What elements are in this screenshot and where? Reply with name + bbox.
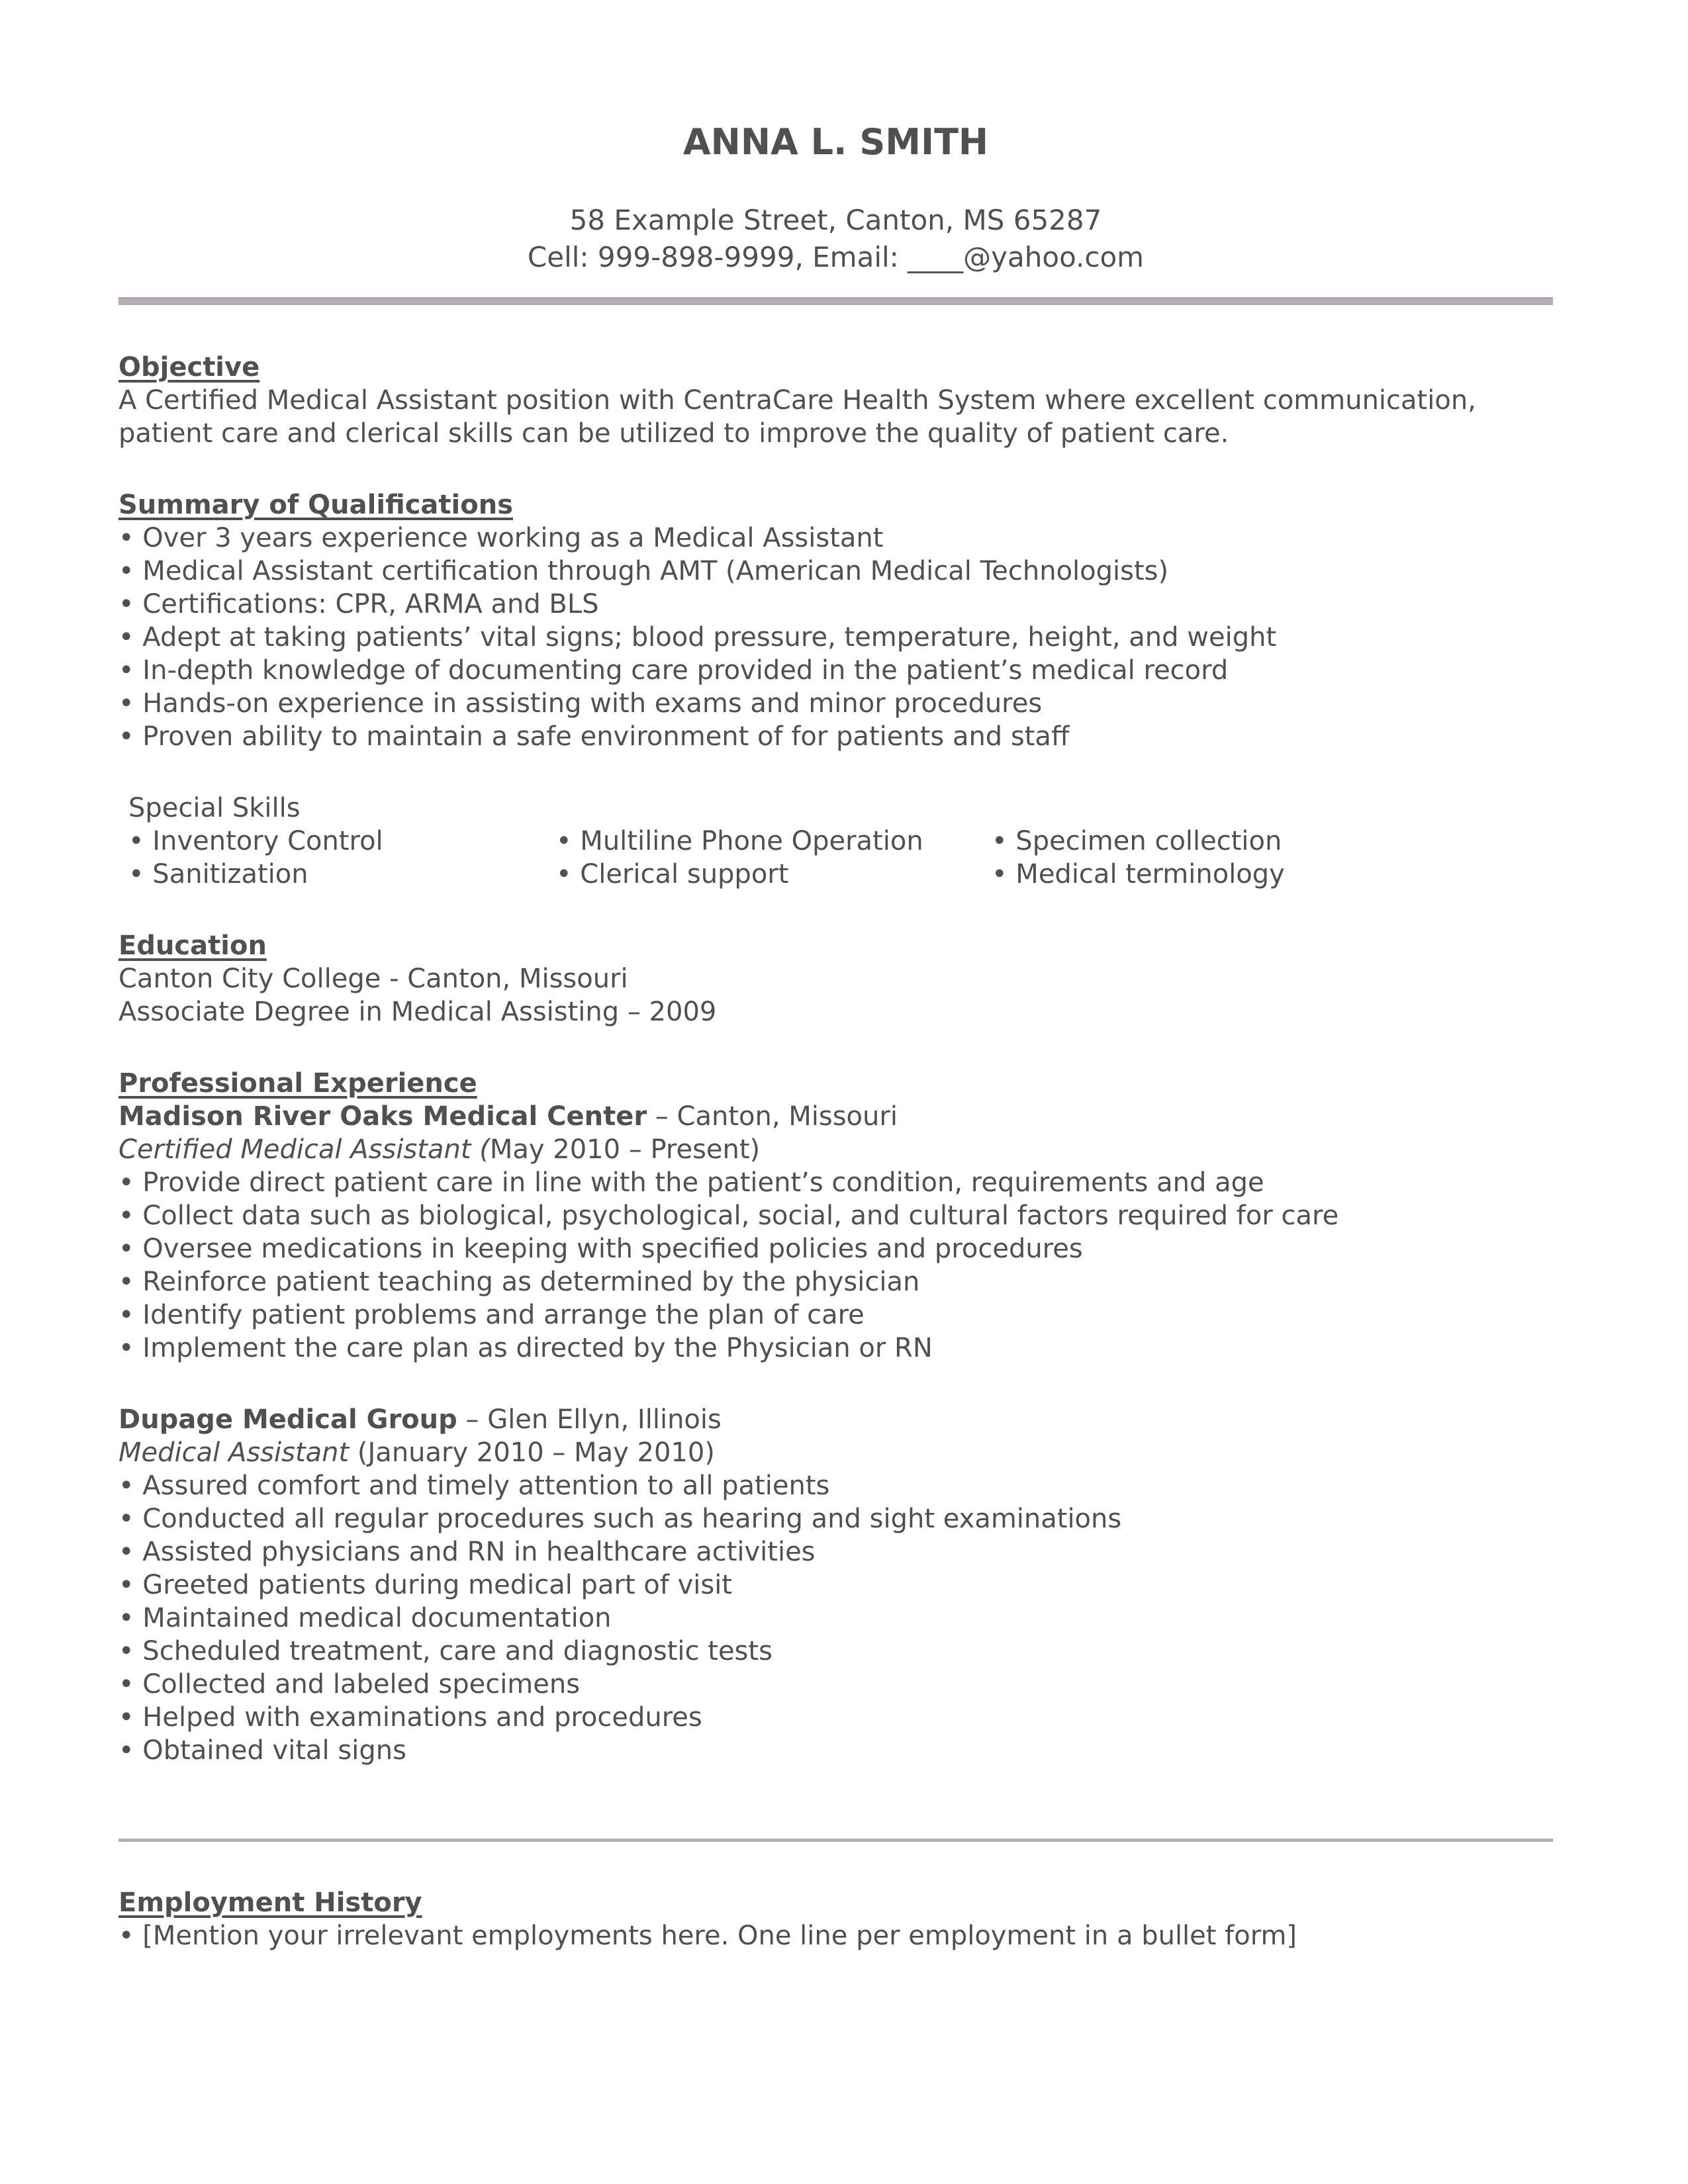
list-item: • [Mention your irrelevant employments here. One line per employment in a bullet form] bbox=[118, 1921, 1297, 1951]
employment-history-section bbox=[118, 1886, 1553, 1952]
education-line: Associate Degree in Medical Assisting – 2009 bbox=[118, 997, 717, 1027]
list-item: • Adept at taking patients’ vital signs; blood pressure, temperature, height, and weight bbox=[118, 622, 1277, 653]
list-item: • Scheduled treatment, care and diagnostic tests bbox=[118, 1636, 773, 1666]
header-divider bbox=[118, 297, 1553, 305]
skill-item: • Medical terminology bbox=[992, 859, 1285, 889]
skills-grid bbox=[118, 825, 1553, 891]
summary-section bbox=[118, 488, 1553, 753]
experience-section bbox=[118, 1067, 1553, 1767]
skill-item: • Multiline Phone Operation bbox=[556, 826, 923, 856]
list-item: • Over 3 years experience working as a Medical Assistant bbox=[118, 523, 884, 553]
employer-name: Madison River Oaks Medical Center bbox=[118, 1101, 647, 1132]
job-title-line bbox=[118, 1133, 1553, 1166]
list-item: • Collected and labeled specimens bbox=[118, 1669, 581, 1700]
list-item: • Reinforce patient teaching as determined by the physician bbox=[118, 1267, 920, 1297]
footer-divider bbox=[118, 1839, 1553, 1842]
list-item: • Implement the care plan as directed by the Physician or RN bbox=[118, 1333, 933, 1363]
list-item: • Greeted patients during medical part of visit bbox=[118, 1570, 732, 1600]
resume-body bbox=[118, 351, 1553, 1767]
contact-block bbox=[118, 202, 1553, 276]
section-heading: Summary of Qualifications bbox=[118, 490, 514, 520]
job-title: Certified Medical Assistant ( bbox=[118, 1134, 490, 1165]
address: 58 Example Street, Canton, MS 65287 bbox=[569, 204, 1102, 236]
list-item: • Assisted physicians and RN in healthcare activities bbox=[118, 1537, 816, 1567]
job-employer-line bbox=[118, 1403, 1553, 1436]
skill-item: • Specimen collection bbox=[992, 826, 1282, 856]
list-item: • Maintained medical documentation bbox=[118, 1603, 612, 1633]
list-item: • Identify patient problems and arrange the plan of care bbox=[118, 1300, 865, 1330]
job-title: Medical Assistant bbox=[118, 1437, 350, 1468]
section-heading: Professional Experience bbox=[118, 1068, 477, 1099]
job-dates: (January 2010 – May 2010) bbox=[349, 1437, 715, 1468]
list-item: • Obtained vital signs bbox=[118, 1735, 406, 1766]
candidate-name: ANNA L. SMITH bbox=[682, 121, 989, 163]
section-heading: Objective bbox=[118, 352, 260, 383]
employer-location: – Glen Ellyn, Illinois bbox=[457, 1404, 722, 1435]
list-item: • Helped with examinations and procedures bbox=[118, 1702, 702, 1733]
list-item: • In-depth knowledge of documenting care provided in the patient’s medical record bbox=[118, 655, 1229, 686]
list-item: • Medical Assistant certification through AMT (American Medical Technologists) bbox=[118, 556, 1169, 586]
special-skills-section bbox=[118, 792, 1553, 891]
section-heading: Education bbox=[118, 931, 267, 961]
skill-item: • Clerical support bbox=[556, 859, 789, 889]
list-item: • Oversee medications in keeping with specified policies and procedures bbox=[118, 1234, 1083, 1264]
list-item: • Provide direct patient care in line with the patient’s condition, requirements and age bbox=[118, 1167, 1264, 1198]
section-heading: Employment History bbox=[118, 1888, 422, 1918]
employer-name: Dupage Medical Group bbox=[118, 1404, 457, 1435]
education-line: Canton City College - Canton, Missouri bbox=[118, 964, 628, 994]
employer-location: – Canton, Missouri bbox=[647, 1101, 898, 1132]
objective-line: patient care and clerical skills can be utilized to improve the quality of patient care. bbox=[118, 418, 1229, 449]
skill-item: • Inventory Control bbox=[128, 826, 383, 856]
contact-info: Cell: 999-898-9999, Email: ____@yahoo.com bbox=[527, 241, 1145, 273]
skills-title: Special Skills bbox=[128, 793, 301, 823]
education-section bbox=[118, 929, 1553, 1028]
skill-item: • Sanitization bbox=[128, 859, 308, 889]
job-dates: May 2010 – Present) bbox=[489, 1134, 761, 1165]
job-employer-line bbox=[118, 1100, 1553, 1133]
list-item: • Conducted all regular procedures such as hearing and sight examinations bbox=[118, 1504, 1122, 1534]
list-item: • Assured comfort and timely attention to all patients bbox=[118, 1471, 830, 1501]
objective-line: A Certified Medical Assistant position with CentraCare Health System where excellent communication, bbox=[118, 385, 1476, 416]
list-item: • Proven ability to maintain a safe environment of for patients and staff bbox=[118, 721, 1070, 752]
objective-section bbox=[118, 351, 1553, 450]
list-item: • Collect data such as biological, psychological, social, and cultural factors required for care bbox=[118, 1201, 1339, 1231]
list-item: • Certifications: CPR, ARMA and BLS bbox=[118, 589, 599, 619]
list-item: • Hands-on experience in assisting with exams and minor procedures bbox=[118, 688, 1043, 719]
job-title-line bbox=[118, 1436, 1553, 1469]
